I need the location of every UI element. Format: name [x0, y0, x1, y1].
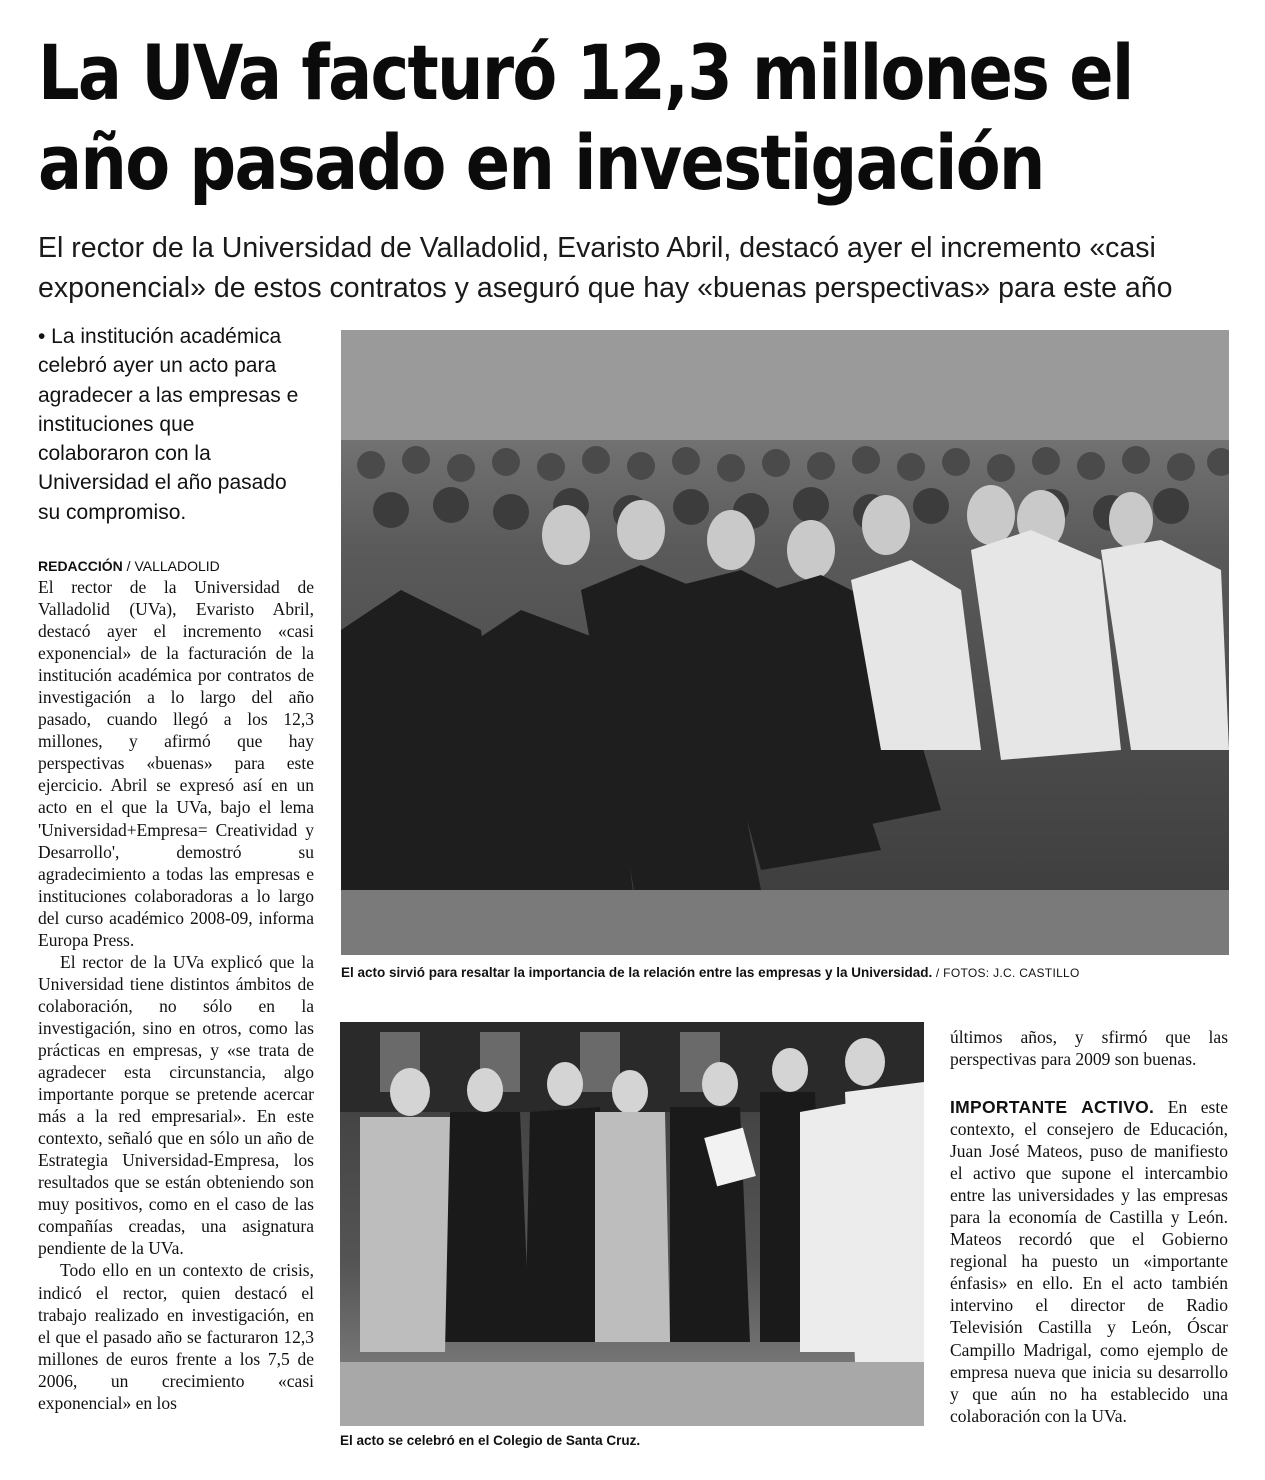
body-paragraph: El rector de la UVa explicó que la Universidad tiene distintos ámbitos de colaboración, no sólo en la investigación, sino en otros, como las prácticas en empresas, y «se trata de agradecer esta circunstancia, algo importante porque se pretende acercar más a la red empresarial». En este contexto, señaló que en sólo un año de Estrategia Universidad-Empresa, los resultados que se están obteniendo son muy positivos, como en el caso de las compañías creadas, una asignatura pendiente de la UVa. [38, 951, 314, 1259]
caption-text: El acto sirvió para resaltar la importancia de la relación entre las empresas y la Universidad. [341, 965, 933, 980]
body-column-right-bottom [950, 1096, 1228, 1427]
group-photo [340, 1022, 924, 1426]
audience-photo-caption [341, 964, 1229, 982]
body-column-left [38, 576, 314, 1414]
audience-photo [341, 330, 1229, 955]
body-column-right-top [950, 1026, 1228, 1070]
body-paragraph [950, 1096, 1228, 1427]
body-paragraph: El rector de la Universidad de Valladolid (UVa), Evaristo Abril, destacó ayer el incremento «casi exponencial» de la facturación de la institución académica por contratos de investigación a lo largo del año pasado, cuando llegó a los 12,3 millones, y afirmó que hay perspectivas «buenas» para este ejercicio. Abril se expresó así en un acto en el que la UVa, bajo el lema 'Universidad+Empresa= Creatividad y Desarrollo', demostró su agradecimiento a todas las empresas e instituciones colaboradoras a lo largo del curso académico 2008-09, informa Europa Press. [38, 577, 314, 950]
byline-author: REDACCIÓN [38, 558, 123, 574]
group-photo-image [340, 1022, 924, 1426]
headline-line-1: La UVa facturó 12,3 millones el [38, 28, 1133, 117]
byline [38, 556, 318, 576]
headline-line-2: año pasado en investigación [38, 118, 1044, 207]
section-kicker: IMPORTANTE ACTIVO. [950, 1097, 1155, 1117]
byline-location: VALLADOLID [134, 558, 220, 574]
section-text: En este contexto, el consejero de Educación, Juan José Mateos, puso de manifiesto el activo que supone el intercambio entre las universidades y las empresas para la economía de Castilla y León. Mateos recordó que el Gobierno regional ha puesto un «importante énfasis» en ello. En el acto también intervino el director de Radio Televisión Castilla y León, Óscar Campillo Madrigal, como ejemplo de empresa nueva que inicia su desarrollo y que aún no ha establecido una colaboración con la UVa. [950, 1097, 1228, 1426]
lead-paragraph: • La institución académica celebró ayer un acto para agradecer a las empresas e instituciones que colaboraron con la Universidad el año pasado su compromiso. [38, 325, 299, 524]
caption-text: El acto se celebró en el Colegio de Santa Cruz. [340, 1433, 641, 1448]
audience-photo-image [341, 330, 1229, 955]
body-paragraph: últimos años, y sfirmó que las perspectivas para 2009 son buenas. [950, 1027, 1228, 1070]
body-paragraph: Todo ello en un contexto de crisis, indicó el rector, quien destacó el trabajo realizado en investigación, en el que el pasado año se facturaron 12,3 millones de euros frente a los 7,5 de 2006, un crecimiento «casi exponencial» en los [38, 1260, 314, 1413]
headline [38, 28, 1238, 208]
photo-credit: / FOTOS: J.C. CASTILLO [932, 966, 1080, 980]
byline-separator: / [122, 558, 135, 574]
subheadline: El rector de la Universidad de Valladolid, Evaristo Abril, destacó ayer el incremento «casi exponencial» de estos contratos y aseguró que hay «buenas perspectivas» para este año [38, 232, 1173, 304]
group-photo-caption [340, 1432, 924, 1450]
